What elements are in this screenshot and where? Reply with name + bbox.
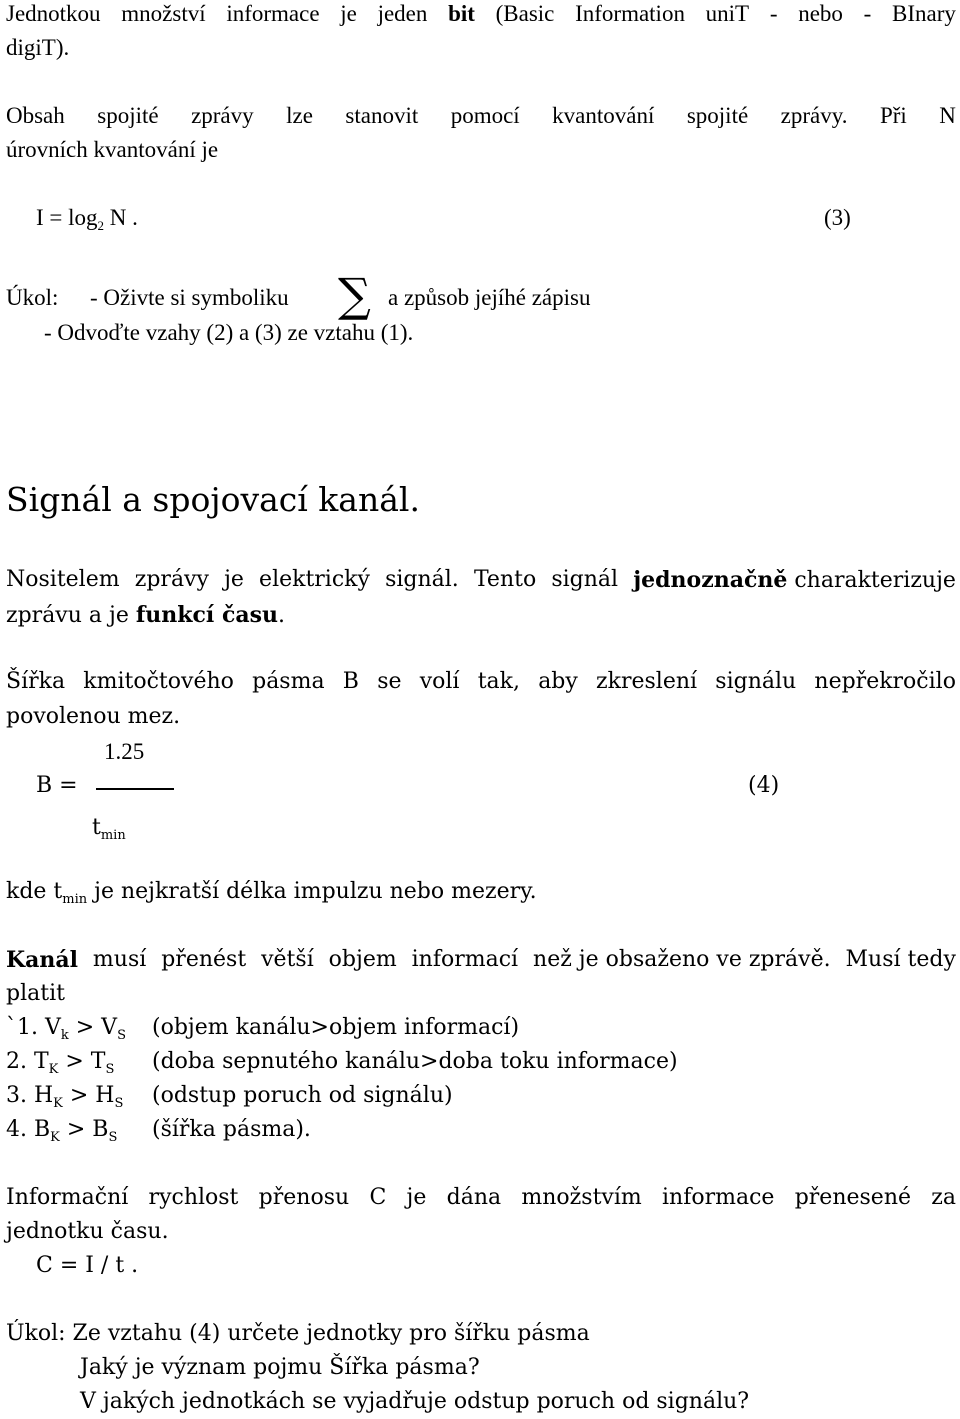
eq3-log-base: 2: [97, 218, 105, 233]
text: .: [277, 603, 285, 628]
word: pomocí: [450, 103, 520, 128]
word: signál.: [385, 567, 459, 592]
word: pásma: [252, 669, 325, 694]
bold-term-kanal: Kanál: [6, 947, 78, 973]
word: množstvím: [521, 1185, 642, 1210]
subscript: S: [114, 1096, 124, 1111]
word: uniT: [705, 1, 750, 26]
p7-line1: [6, 1181, 956, 1215]
word: Šířka: [6, 669, 66, 694]
condition-4-desc: (šířka pásma).: [152, 1117, 311, 1142]
word: dána: [446, 1185, 502, 1210]
p2-line2: úrovních kvantování je: [6, 137, 219, 162]
p3-line1: [6, 563, 956, 598]
eq4-den-var: t: [92, 815, 101, 840]
word: charakterizuje: [794, 568, 956, 593]
text: > H: [62, 1083, 115, 1108]
equation-3-number: (3): [824, 205, 851, 230]
word: aby: [538, 669, 578, 694]
task1-line2: - Odvoďte vzahy (2) a (3) ze vztahu (1).: [44, 320, 414, 345]
formula-c: C = I / t .: [36, 1253, 139, 1278]
word: elektrický: [259, 567, 370, 592]
condition-4: [6, 1113, 117, 1147]
word: za: [931, 1185, 956, 1210]
bold-term-bit: bit: [448, 1, 475, 26]
word: se: [377, 669, 402, 694]
text: je nejkratší délka impulzu nebo mezery.: [87, 879, 537, 904]
p6-line1: [6, 943, 956, 977]
condition-2-desc: (doba sepnutého kanálu>doba toku informace): [152, 1049, 678, 1074]
word: kmitočtového: [83, 669, 234, 694]
text: > B: [59, 1117, 109, 1142]
word: zprávy.: [780, 103, 848, 128]
subscript: K: [48, 1062, 59, 1077]
word: nebo: [798, 1, 843, 26]
text: kde t: [6, 879, 63, 904]
word: Nositelem: [6, 567, 120, 592]
condition-2: [6, 1045, 114, 1079]
word: je: [406, 1185, 427, 1210]
word: Musí tedy: [845, 947, 956, 972]
p1-line2: digiT).: [6, 35, 70, 60]
word: informace: [226, 1, 320, 26]
word: přenosu: [258, 1185, 350, 1210]
eq3-lhs: I = log: [36, 205, 98, 230]
task2-line3: V jakých jednotkách se vyjadřuje odstup poruch od signálu?: [80, 1389, 750, 1414]
word: Information: [575, 1, 685, 26]
word: N: [939, 103, 956, 128]
eq4-denominator: [92, 811, 126, 845]
text: zprávu a je: [6, 603, 136, 628]
word: přenesené: [794, 1185, 912, 1210]
sigma-icon: ∑: [338, 268, 371, 322]
subscript: k: [60, 1028, 69, 1043]
p6-line2: platit: [6, 981, 65, 1006]
subscript: K: [50, 1130, 60, 1145]
equation-4-number: (4): [748, 773, 780, 798]
bold-term: jednoznačně: [633, 567, 788, 593]
word: objem: [328, 947, 397, 972]
task2-line2: Jaký je význam pojmu Šířka pásma?: [80, 1355, 480, 1380]
word: než je obsaženo ve zprávě.: [533, 947, 831, 972]
word: lze: [286, 103, 313, 128]
eq4-numerator: 1.25: [104, 739, 145, 764]
word: signál: [551, 567, 619, 592]
word: tak,: [477, 669, 520, 694]
word: je: [340, 1, 357, 26]
task2-line1: Úkol: Ze vztahu (4) určete jednotky pro šířku pásma: [6, 1321, 590, 1346]
word: zprávy: [191, 103, 254, 128]
word: spojité: [686, 103, 749, 128]
word: Tento: [473, 567, 537, 592]
word: B: [342, 669, 359, 694]
word: BInary: [891, 1, 956, 26]
text: 2. T: [6, 1049, 49, 1074]
word: je: [224, 567, 244, 592]
word: spojité: [97, 103, 159, 128]
equation-3: [36, 201, 138, 235]
word: zkreslení: [596, 669, 698, 694]
condition-1: [6, 1011, 126, 1045]
word: stanovit: [345, 103, 419, 128]
word: musí: [92, 947, 147, 972]
text: > T: [58, 1049, 106, 1074]
eq4-den-sub: min: [100, 828, 126, 843]
word: kvantování: [552, 103, 655, 128]
word: -: [769, 1, 778, 26]
subscript: S: [117, 1028, 126, 1043]
p5-line: [6, 875, 537, 909]
p3-line2: [6, 598, 285, 633]
text: `1. V: [6, 1015, 61, 1040]
word: -: [863, 1, 872, 26]
word: rychlost: [148, 1185, 239, 1210]
p2-line1: [6, 99, 956, 133]
word: množství: [121, 1, 206, 26]
task1-label: Úkol:: [6, 285, 59, 310]
word: Informační: [6, 1185, 129, 1210]
text: > V: [68, 1015, 118, 1040]
subscript: K: [53, 1096, 63, 1111]
condition-3-desc: (odstup poruch od signálu): [152, 1083, 453, 1108]
word: Obsah: [6, 103, 65, 128]
eq4-lhs: B =: [36, 773, 78, 798]
word: nepřekročilo: [814, 669, 956, 694]
condition-1-desc: (objem kanálu>objem informací): [152, 1015, 520, 1040]
word: Při: [879, 103, 907, 128]
task1-line1b: a způsob jejíhé zápisu: [388, 285, 591, 310]
text: 3. H: [6, 1083, 54, 1108]
word: informace: [662, 1185, 775, 1210]
p7-line2: jednotku času.: [6, 1219, 169, 1244]
word: přenést: [161, 947, 247, 972]
eq3-rhs: N .: [104, 205, 138, 230]
word: informací: [411, 947, 519, 972]
p4-line1: [6, 665, 956, 699]
word: větší: [261, 947, 314, 972]
task1-line1a: - Oživte si symboliku: [90, 285, 289, 310]
fraction-bar: [96, 788, 174, 790]
subscript: min: [62, 892, 88, 907]
subscript: S: [105, 1062, 115, 1077]
section-heading: Signál a spojovací kanál.: [6, 480, 420, 519]
word: signálu: [715, 669, 797, 694]
condition-3: [6, 1079, 123, 1113]
text: 4. B: [6, 1117, 51, 1142]
p4-line2: povolenou mez.: [6, 704, 181, 729]
word: volí: [419, 669, 460, 694]
p1-line1: [6, 0, 956, 31]
subscript: S: [108, 1130, 118, 1145]
word: jeden: [377, 1, 428, 26]
word: C: [369, 1185, 387, 1210]
word: Jednotkou: [6, 1, 101, 26]
word: zprávy: [134, 567, 209, 592]
bold-term: funkcí času: [135, 602, 278, 628]
word: (Basic: [495, 1, 555, 26]
